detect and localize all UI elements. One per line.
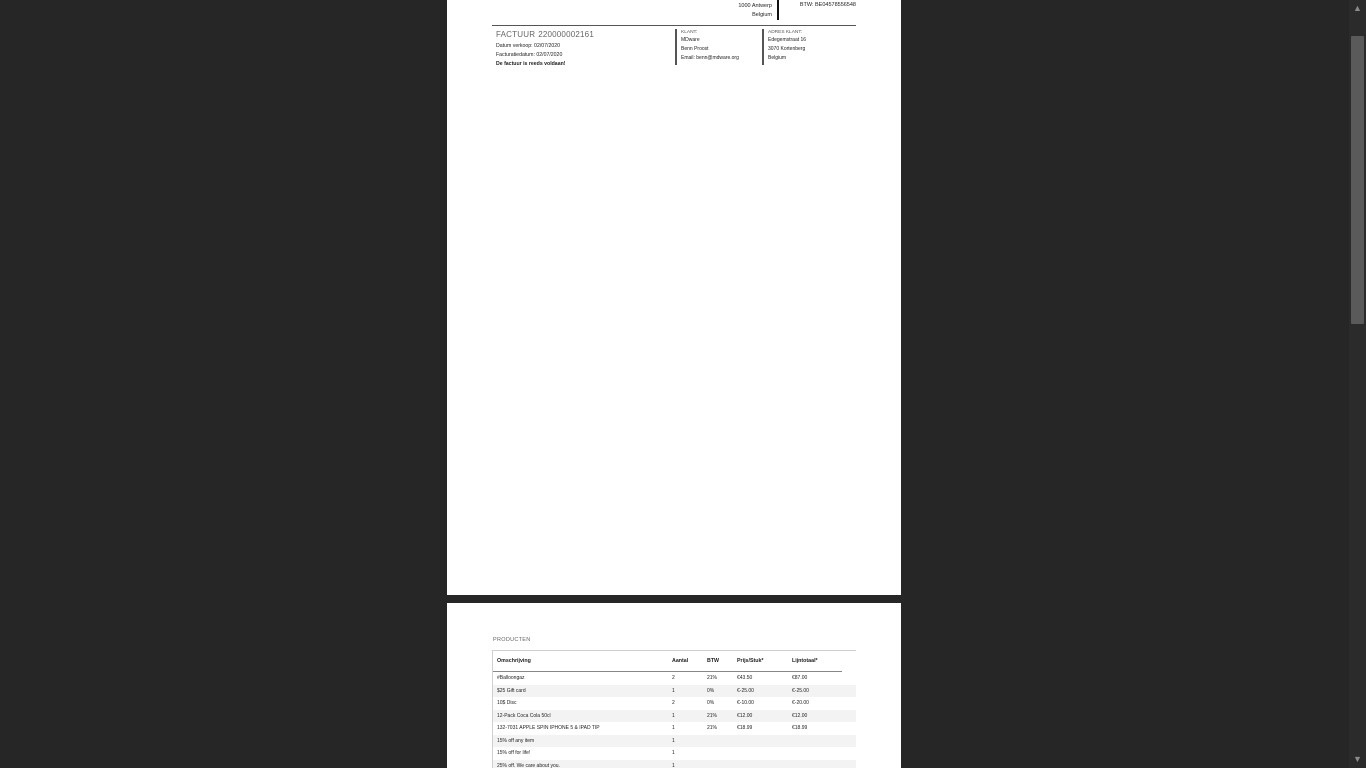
row-quantity: 1 (672, 687, 675, 694)
header-unit-price: Prijs/Stuk* (737, 658, 764, 664)
products-title: PRODUCTEN (493, 637, 531, 643)
invoice-details (496, 42, 565, 69)
table-row (493, 735, 856, 748)
table-row (493, 672, 856, 685)
table-row (493, 760, 856, 768)
scroll-down-icon[interactable]: ▼ (1353, 754, 1362, 764)
row-description: 25% off. We care about you. (497, 762, 560, 768)
sale-date: Datum verkoop: 02/07/2020 (496, 43, 561, 49)
table-row (493, 722, 856, 735)
products-table-header (493, 651, 842, 672)
row-description: 12-Pack Coca Cola 50cl (497, 712, 551, 719)
header-divider (492, 25, 856, 26)
seller-separator (777, 0, 779, 20)
row-unit-price: €43.50 (737, 675, 753, 682)
header-quantity: Aantal (672, 658, 689, 664)
client-name: Benn Proost (681, 45, 709, 52)
row-quantity: 1 (672, 762, 675, 768)
client-label: KLANT: (681, 30, 698, 35)
seller-country: Belgium (752, 12, 772, 18)
row-line-total: €-20.00 (792, 700, 809, 707)
row-quantity: 1 (672, 750, 675, 757)
paid-note: De factuur is reeds voldaan! (496, 61, 566, 67)
document-page-1 (447, 0, 901, 595)
row-vat: 21% (707, 712, 718, 719)
client-block (675, 29, 739, 65)
table-row (493, 685, 856, 698)
client-street: Edegemstraat 16 (768, 37, 807, 43)
row-vat: 21% (707, 725, 718, 732)
row-description: 15% off for life! (497, 750, 531, 757)
row-quantity: 1 (672, 737, 675, 744)
client-city: 3070 Kortenberg (768, 45, 806, 52)
row-vat: 0% (707, 700, 715, 707)
row-description: 132-7031 APPLE SPIN IPHONE 5 & IPAD TIP (497, 725, 600, 732)
header-description: Omschrijving (497, 658, 531, 664)
products-table (492, 650, 856, 768)
scroll-up-icon[interactable]: ▲ (1353, 3, 1362, 13)
invoice-title (496, 30, 594, 39)
table-row (493, 747, 856, 760)
row-description: #Balloongaz (497, 675, 525, 682)
row-unit-price: €-10.00 (737, 700, 754, 707)
row-quantity: 1 (672, 712, 675, 719)
client-address-label: ADRES KLANT: (768, 30, 803, 35)
row-unit-price: €18.99 (737, 725, 753, 732)
vertical-scrollbar[interactable] (1349, 0, 1366, 768)
scroll-thumb[interactable] (1351, 36, 1364, 324)
row-line-total: €12.00 (792, 712, 808, 719)
client-address-block (762, 29, 806, 65)
client-email: Email: benn@mdware.org (681, 54, 739, 61)
row-quantity: 2 (672, 675, 675, 682)
row-unit-price: €-25.00 (737, 687, 754, 694)
row-description: $25 Gift card (497, 687, 526, 694)
invoice-number: 220000002161 (538, 30, 594, 39)
row-quantity: 1 (672, 725, 675, 732)
seller-vat: BTW: BE04578556548 (799, 2, 856, 8)
document-page-2 (447, 603, 901, 768)
client-company: MDware (681, 37, 700, 43)
table-row (493, 710, 856, 723)
row-line-total: €87.00 (792, 675, 808, 682)
row-line-total: €-25.00 (792, 687, 809, 694)
header-vat: BTW (707, 658, 720, 664)
table-row (493, 697, 856, 710)
row-vat: 0% (707, 687, 715, 694)
invoice-date: Facturatiedatum: 02/07/2020 (496, 52, 563, 58)
seller-address (738, 2, 772, 20)
row-description: 10$ Disc (497, 700, 517, 707)
row-quantity: 2 (672, 700, 675, 707)
row-vat: 21% (707, 675, 718, 682)
client-country: Belgium (768, 54, 787, 61)
seller-city: 1000 Antwerp (738, 3, 772, 9)
invoice-title-word: FACTUUR (496, 30, 536, 39)
row-unit-price: €12.00 (737, 712, 753, 719)
row-line-total: €18.99 (792, 725, 808, 732)
row-description: 15% off any item (497, 737, 535, 744)
header-line-total: Lijntotaal* (792, 658, 818, 664)
